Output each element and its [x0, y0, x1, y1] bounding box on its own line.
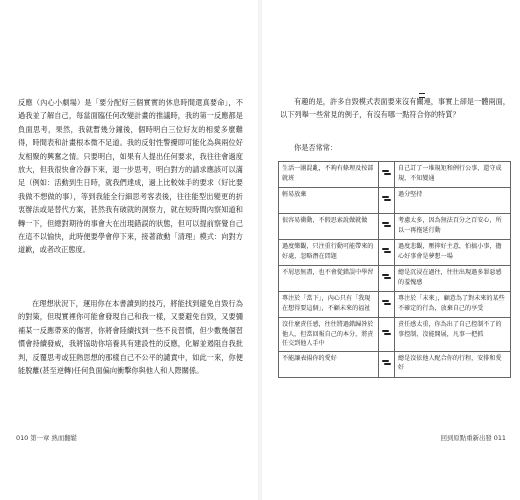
table-cell-left: 不能讓表揚你的愛好 — [279, 351, 379, 377]
right-paragraph-1: 有趣的是，許多自毀模式表面要來沒有關連，事實上卻是一體兩面，以下列舉一些常見的例子，有沒有哪一點符合你的特質？ — [280, 97, 510, 120]
table-row — [279, 240, 511, 266]
double-arrow-icon — [379, 188, 395, 214]
table-cell-right: 責任感太重，你為出了自己控制不了的事控制，沒能開展，凡事一把抓 — [395, 318, 511, 352]
table-cell-right: 考慮太多，因為無法百分之百安心，所以一再拖延行動 — [395, 214, 511, 240]
table-cell-right: 過度悲觀，壓抑好主意，怕搞小事，擔心好事會是夢想一場 — [395, 240, 511, 266]
table-row — [279, 318, 511, 352]
table-row — [279, 266, 511, 292]
right-page — [262, 0, 520, 500]
double-arrow-icon — [379, 214, 395, 240]
table-cell-right: 自己訂了一堆規矩和例行公事，還守成規，不知變通 — [395, 162, 511, 188]
double-arrow-icon — [379, 266, 395, 292]
table-cell-right: 總是沉浸在過往，往往出現過多罪惡感的羞愧感 — [395, 266, 511, 292]
table-cell-left: 不屑思無盡，也不會從錯誤中學習 — [279, 266, 379, 292]
table-row — [279, 292, 511, 318]
comparison-table-body — [279, 162, 511, 378]
table-cell-left: 沒什麼責任感，往往將過錯歸咎於他人，但當回報自己的本分，將責任交到他人手中 — [279, 318, 379, 352]
left-page — [0, 0, 258, 500]
table-cell-left: 輕易放棄 — [279, 188, 379, 214]
left-paragraph-2: 在理想狀況下，運用你在本書讀到的技巧，將能找到避免自毀行為的對策，但現實裡你可能會發現自己和我一樣，又要避免自毀，又要彌補某一反應帶來的傷害，你將會陸續找到一些不良習慣，但少數幾個習慣會持續發威，我將協助你培養具有建設性的反應，化解並遏阻自我批判，反覆思考或狂熱思想的那樣自己不公平的譴責中，如此一來，你便能脫離(甚至逆轉)任何負面偏向衝擊你與他人和人際關係。 — [18, 299, 243, 376]
table-cell-left: 過度樂觀，只注重行動可能帶來的好處，忽略潛在問題 — [279, 240, 379, 266]
left-paragraph-1: 反應（內心小劇場）是「要分配好三個實實的休息時間還真要命」，不過我並了解自己，每當面臨任何改變計畫的推議時，我的第一反應都是負面思考，果然，我就暫幾分鐘後，個時明白三位好友的相愛多麼難得，時間表和計畫根本微不足道。我的反射性警擾即可能化為與兩位好友相聚的興奮之情。只要明白，如果有人提出任何要求，我往往會過度放大，但我很快會冷靜下來，退一步思考，明白對方的請求應該可以滿足（例如：活動到生日時，就我們達成，過上比較妹手的要求（好比要我做不想做的事），等到我能全行細思考客表後，往往能型出變更的折衷辦法或是替代方案，甚然我有破就的洞察力，就在短時間內察知道和轉一下，但總對期待的事會大在出現錯誤的狀態，但可以提前察覺自己在這不以愉快，此時便要學會停下來，接著啟動「清理」模式：向對方道歉，或者改正態度。 — [18, 98, 243, 255]
table-cell-right: 專注於「未來」，顧意為了對未來的某些不確定的行為，放棄自己的享受 — [395, 292, 511, 318]
table-row — [279, 351, 511, 377]
table-row — [279, 214, 511, 240]
left-page-footer: 010 第一章 熟而翻鬆 — [16, 434, 77, 442]
double-arrow-icon — [379, 162, 395, 188]
double-arrow-icon — [379, 240, 395, 266]
table-cell-left: 很容易衝動，不假思索說做就做 — [279, 214, 379, 240]
table-cell-left: 專注於「當下」，內心只有「我現在想得要這個」，不顧未來的福祉 — [279, 292, 379, 318]
double-arrow-icon — [379, 318, 395, 352]
double-arrow-icon — [379, 351, 395, 377]
double-arrow-icon — [379, 292, 395, 318]
table-row — [279, 162, 511, 188]
right-page-footer: 回到原點重新出發 011 — [440, 434, 506, 442]
table-cell-left: 生活一團混亂，不夠有條理及按部就班 — [279, 162, 379, 188]
table-row — [279, 188, 511, 214]
comparison-table — [278, 161, 511, 378]
table-cell-right: 總是沒依他人配合你的行程，安排和愛好 — [395, 351, 511, 377]
table-intro: 你是否常常： — [294, 143, 338, 152]
table-cell-right: 過分堅持 — [395, 188, 511, 214]
